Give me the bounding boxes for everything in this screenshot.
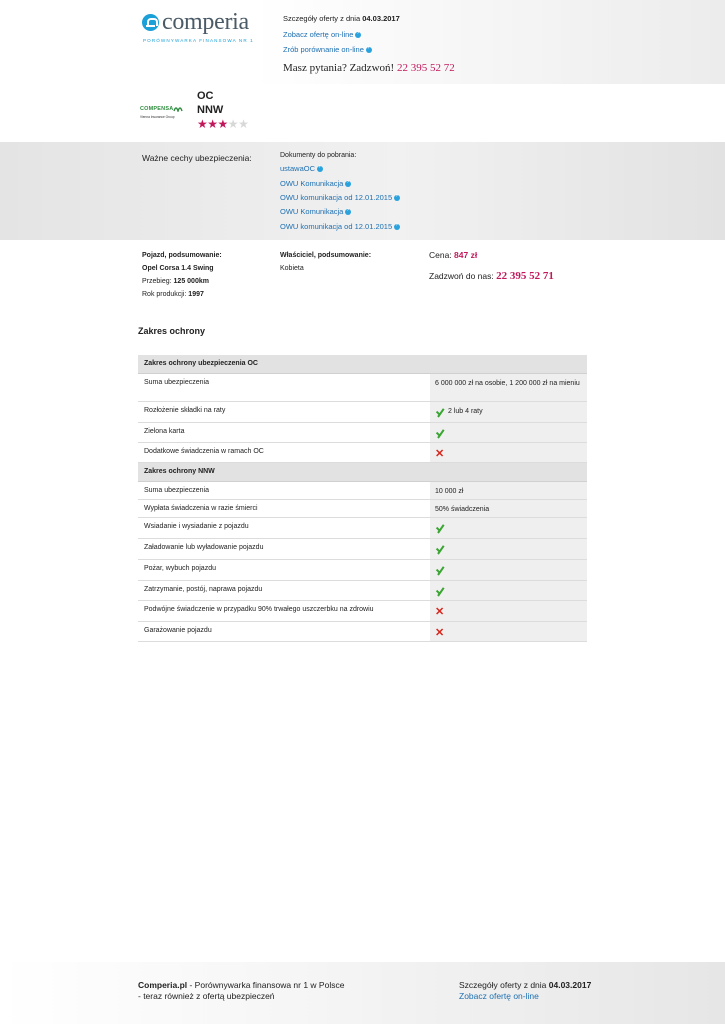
price-label: Cena: — [429, 250, 455, 260]
coverage-value — [430, 482, 587, 499]
vehicle-year — [142, 291, 204, 298]
features-title: Ważne cechy ubezpieczenia: — [142, 153, 252, 163]
comperia-logo-icon — [142, 14, 159, 31]
mileage-label: Przebieg: — [142, 278, 174, 285]
cross-icon: ✕ — [435, 448, 445, 460]
offer-date-prefix: Szczegóły oferty z dnia — [283, 14, 363, 23]
price-value: 847 zł — [454, 250, 478, 260]
header-phone — [283, 62, 455, 74]
table-row — [138, 539, 587, 560]
star-filled-icon: ★ — [197, 117, 208, 131]
vehicle-mileage — [142, 278, 209, 285]
document-link-label: OWU komunikacja od 12.01.2015 — [280, 193, 393, 202]
owner-summary-label: Właściciel, podsumowanie: — [280, 252, 372, 259]
cross-icon: ✕ — [435, 627, 445, 639]
footer-view-offer-link[interactable]: Zobacz ofertę on-line — [459, 991, 539, 1001]
star-filled-icon: ★ — [217, 117, 228, 131]
compare-online-link[interactable] — [283, 45, 372, 54]
scope-section-header — [138, 463, 587, 482]
scope-section-title: Zakres ochrony NNW — [144, 468, 215, 475]
compensa-logo-name: COMPENSA — [140, 106, 174, 112]
mileage-value: 125 000km — [173, 278, 209, 285]
footer-brand-rest: - Porównywarka finansowa nr 1 w Polsce — [187, 980, 345, 990]
document-link[interactable] — [280, 207, 351, 216]
coverage-value-text: 6 000 000 zł na osobie, 1 200 000 zł na mieniu — [435, 380, 580, 387]
coverage-label: Wypłata świadczenia w razie śmierci — [144, 505, 258, 512]
arrow-circle-icon — [355, 32, 361, 38]
year-label: Rok produkcji: — [142, 291, 189, 298]
footer-band — [0, 962, 725, 1024]
header-phone-number[interactable]: 22 395 52 72 — [396, 62, 455, 74]
coverage-value — [430, 539, 587, 559]
table-row — [138, 560, 587, 581]
year-value: 1997 — [188, 291, 204, 298]
coverage-value — [430, 560, 587, 580]
compensa-logo-sub: Vienna Insurance Group — [140, 115, 175, 119]
scope-table — [138, 355, 587, 642]
document-link[interactable] — [280, 164, 323, 173]
product-title-nnw: NNW — [197, 104, 224, 116]
arrow-circle-icon — [345, 209, 351, 215]
call-label: Zadzwoń do nas: — [429, 271, 497, 281]
table-row — [138, 500, 587, 518]
logo-tagline: PORÓWNYWARKA FINANSOWA NR 1 — [143, 38, 254, 43]
document-link-label: OWU Komunikacja — [280, 179, 344, 188]
table-row — [138, 482, 587, 500]
compare-online-label: Zrób porównanie on-line — [283, 45, 364, 54]
leaf-icon — [173, 105, 183, 112]
document-link[interactable] — [280, 179, 351, 188]
check-icon — [435, 586, 447, 598]
vehicle-model: Opel Corsa 1.4 Swing — [142, 265, 214, 272]
document-link-label: ustawaOC — [280, 164, 316, 173]
owner-value: Kobieta — [280, 265, 304, 272]
table-row — [138, 423, 587, 443]
document-link-label: OWU Komunikacja — [280, 207, 344, 216]
coverage-label: Podwójne świadczenie w przypadku 90% trwałego uszczerbku na zdrowiu — [144, 606, 374, 613]
check-icon — [435, 407, 447, 419]
coverage-label: Pożar, wybuch pojazdu — [144, 565, 216, 572]
comperia-logo[interactable] — [142, 9, 257, 46]
coverage-label: Suma ubezpieczenia — [144, 379, 209, 386]
coverage-label: Rozłożenie składki na raty — [144, 407, 226, 414]
arrow-circle-icon — [394, 195, 400, 201]
scope-section-header — [138, 355, 587, 374]
coverage-label: Wsiadanie i wysiadanie z pojazdu — [144, 523, 249, 530]
documents-title: Dokumenty do pobrania: — [280, 152, 357, 159]
footer-offer-date-line — [459, 980, 591, 990]
table-row — [138, 581, 587, 601]
scope-section-title: Zakres ochrony ubezpieczenia OC — [144, 360, 258, 367]
footer-brand-line — [138, 980, 344, 990]
table-row — [138, 374, 587, 402]
vehicle-summary-label: Pojazd, podsumowanie: — [142, 252, 222, 259]
logo-wordmark: comperia — [162, 9, 249, 35]
footer-tagline: - teraz również z ofertą ubezpieczeń — [138, 991, 275, 1001]
star-empty-icon: ★ — [227, 117, 239, 131]
coverage-value — [430, 402, 587, 422]
arrow-circle-icon — [317, 166, 323, 172]
cross-icon: ✕ — [435, 606, 445, 618]
rating-stars — [197, 118, 248, 130]
table-row — [138, 518, 587, 539]
coverage-value-text: 50% świadczenia — [435, 506, 490, 513]
coverage-value — [430, 518, 587, 538]
view-offer-online-label: Zobacz ofertę on-line — [283, 30, 354, 39]
coverage-value-text: 10 000 zł — [435, 488, 464, 495]
document-link-label: OWU komunikacja od 12.01.2015 — [280, 222, 393, 231]
table-row — [138, 622, 587, 642]
header-phone-prefix: Masz pytania? Zadzwoń! — [283, 62, 397, 74]
footer-brand: Comperia.pl — [138, 980, 188, 990]
coverage-value — [430, 581, 587, 600]
coverage-label: Zatrzymanie, postój, naprawa pojazdu — [144, 586, 263, 593]
call-line — [429, 270, 554, 282]
check-icon — [435, 523, 447, 535]
price-line — [429, 250, 477, 260]
arrow-circle-icon — [394, 224, 400, 230]
coverage-value — [430, 500, 587, 517]
document-link[interactable] — [280, 222, 400, 231]
coverage-label: Garażowanie pojazdu — [144, 627, 212, 634]
coverage-value — [430, 374, 587, 401]
document-link[interactable] — [280, 193, 400, 202]
star-empty-icon: ★ — [238, 117, 249, 131]
compensa-logo — [140, 105, 186, 121]
table-row — [138, 402, 587, 423]
arrow-circle-icon — [366, 47, 372, 53]
check-icon — [435, 544, 447, 556]
call-number[interactable]: 22 395 52 71 — [496, 270, 554, 282]
coverage-value — [430, 443, 587, 462]
offer-date-line — [283, 14, 400, 23]
table-row — [138, 601, 587, 622]
check-icon — [435, 428, 447, 440]
footer-offer-prefix: Szczegóły oferty z dnia — [459, 980, 549, 990]
footer-offer-date: 04.03.2017 — [548, 980, 592, 990]
coverage-label: Dodatkowe świadczenia w ramach OC — [144, 448, 264, 455]
coverage-label: Suma ubezpieczenia — [144, 487, 209, 494]
coverage-label: Zielona karta — [144, 428, 185, 435]
coverage-label: Załadowanie lub wyładowanie pojazdu — [144, 544, 264, 551]
table-row — [138, 443, 587, 463]
view-offer-online-link[interactable] — [283, 30, 361, 39]
coverage-value — [430, 601, 587, 621]
coverage-value — [430, 423, 587, 442]
coverage-value — [430, 622, 587, 641]
product-title-oc: OC — [197, 90, 214, 102]
check-icon — [435, 565, 447, 577]
coverage-value-text: 2 lub 4 raty — [448, 408, 483, 415]
star-filled-icon: ★ — [207, 117, 218, 131]
arrow-circle-icon — [345, 181, 351, 187]
offer-date: 04.03.2017 — [362, 14, 400, 23]
scope-title: Zakres ochrony — [138, 326, 206, 336]
